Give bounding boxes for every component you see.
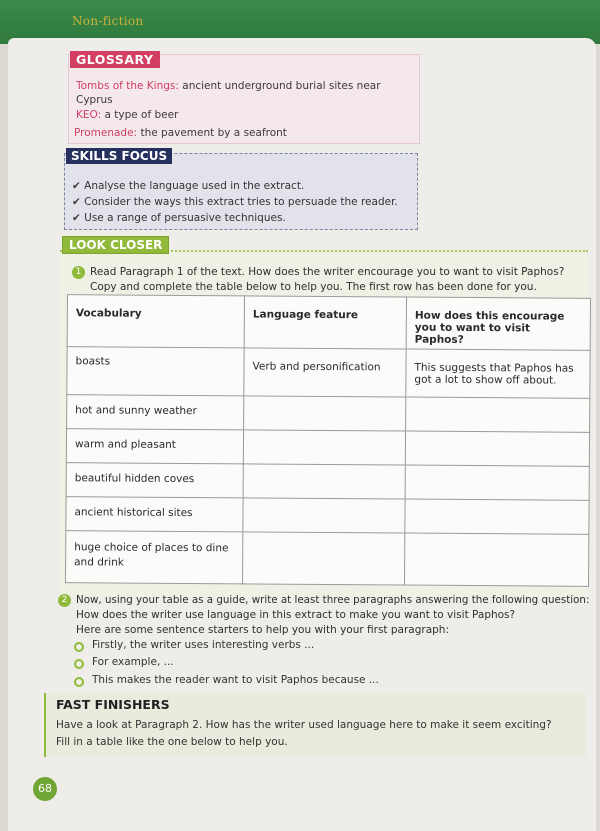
skill-item [72,180,304,192]
table-row [66,531,589,587]
glossary-title: GLOSSARY [70,51,160,68]
sentence-starter: For example, ... [92,656,174,668]
table-cell[interactable] [243,464,405,499]
table-cell[interactable] [244,396,406,431]
table-cell[interactable] [405,465,589,500]
table-row [67,395,590,433]
sentence-starter: This makes the reader want to visit Paphos because ... [92,674,379,686]
table-cell: ancient historical sites [66,497,243,532]
question-1-line-1: Read Paragraph 1 of the text. How does the writer encourage you to want to visit Paphos? [90,266,565,278]
skill-item [72,196,398,208]
skill-item-text: Consider the ways this extract tries to persuade the reader. [84,196,398,208]
column-header: Language feature [244,296,406,349]
table-cell[interactable] [243,430,405,465]
question-2-line-2: How does the writer use language in this extract to make you want to visit Paphos? [76,609,516,621]
glossary-term: KEO: [76,109,102,121]
table-row [66,463,589,501]
check-icon: ✔ [72,212,81,224]
glossary-definition-continued: Cyprus [76,94,113,106]
question-number-badge: 1 [72,266,85,279]
fast-finishers-line-1: Have a look at Paragraph 2. How has the writer used language here to make it seem exciting? [56,719,552,731]
section-title: Non-fiction [72,14,144,28]
bullet-icon [74,642,84,652]
glossary-entry [76,109,178,121]
skills-focus-title: SKILLS FOCUS [66,148,172,164]
fast-finishers-line-2: Fill in a table like the one below to help you. [56,736,288,748]
table-cell: hot and sunny weather [67,395,244,430]
skill-item [72,212,286,224]
table-cell: boasts [67,347,244,396]
fast-finishers-title: FAST FINISHERS [56,697,170,712]
table-cell[interactable] [406,397,590,432]
table-cell: huge choice of places to dine and drink [66,531,243,584]
table-row [66,497,589,535]
vocabulary-table [65,294,591,587]
sentence-starter: Firstly, the writer uses interesting verbs ... [92,639,315,651]
table-cell[interactable] [243,498,405,533]
table-cell: This suggests that Paphos has got a lot to show off about. [406,349,590,398]
question-2-line-3: Here are some sentence starters to help you with your first paragraph: [76,624,449,636]
table-cell: Verb and personification [244,348,406,397]
glossary-term: Tombs of the Kings: [76,80,179,92]
glossary-definition: the pavement by a seafront [140,127,287,139]
glossary-entry [74,127,287,139]
look-closer-title: LOOK CLOSER [62,236,169,254]
page-number: 68 [33,777,57,801]
check-icon: ✔ [72,180,81,192]
table-cell[interactable] [405,431,589,466]
question-2-line-1: Now, using your table as a guide, write at least three paragraphs answering the following question: [76,594,590,606]
table-row [67,347,590,399]
check-icon: ✔ [72,196,81,208]
table-row [66,429,589,467]
glossary-definition: a type of beer [104,109,179,121]
table-cell[interactable] [404,533,588,586]
skill-item-text: Analyse the language used in the extract. [84,180,305,192]
glossary-entry [76,80,381,92]
table-cell: beautiful hidden coves [66,463,243,498]
glossary-term: Promenade: [74,127,138,139]
skill-item-text: Use a range of persuasive techniques. [84,212,286,224]
table-cell[interactable] [405,499,589,534]
glossary-definition: ancient underground burial sites near [182,80,381,92]
table-cell[interactable] [242,532,404,585]
question-number-badge: 2 [58,594,71,607]
bullet-icon [74,659,84,669]
column-header: Vocabulary [67,295,244,348]
table-header-row [67,295,590,351]
table-cell: warm and pleasant [66,429,243,464]
bullet-icon [74,677,84,687]
question-1-line-2: Copy and complete the table below to help you. The first row has been done for you. [90,281,537,293]
column-header: How does this encourage you to want to visit Paphos? [406,297,590,350]
